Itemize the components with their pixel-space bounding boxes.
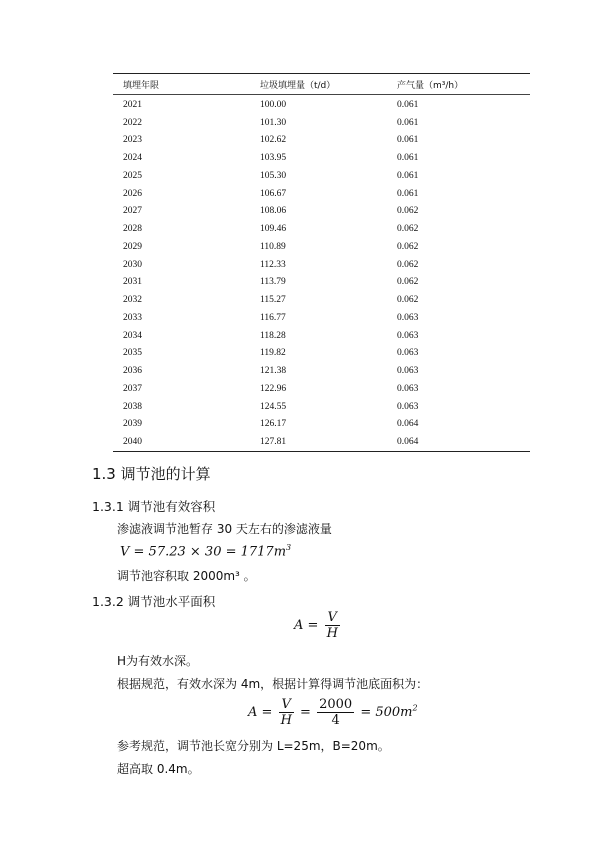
dimensions-text: 参考规范，调节池长宽分别为 L=25m，B=20m。 [117, 739, 390, 753]
table-body [113, 95, 530, 451]
cell-gas-output: 0.062 [397, 277, 419, 288]
area-calc-num-2: 2000 [319, 697, 353, 712]
cell-waste-amount: 116.77 [260, 312, 286, 323]
cell-year: 2033 [123, 312, 142, 323]
area-calc-den-2: 4 [331, 713, 340, 728]
table-row [113, 416, 530, 434]
cell-year: 2026 [123, 188, 142, 199]
volume-equation [120, 543, 291, 559]
table-row [113, 291, 530, 309]
cell-year: 2025 [123, 170, 142, 181]
cell-gas-output: 0.062 [397, 206, 419, 217]
area-formula-denominator: H [326, 626, 338, 641]
volume-choice-text: 调节池容积取 2000m³ 。 [117, 569, 256, 583]
area-calc-fraction-1 [279, 697, 294, 728]
cell-gas-output: 0.063 [397, 312, 419, 323]
cell-waste-amount: 113.79 [260, 277, 286, 288]
cell-year: 2036 [123, 366, 142, 377]
cell-waste-amount: 110.89 [260, 241, 286, 252]
table-row [113, 345, 530, 363]
cell-year: 2022 [123, 117, 142, 128]
cell-gas-output: 0.063 [397, 383, 419, 394]
cell-waste-amount: 108.06 [260, 206, 287, 217]
cell-year: 2029 [123, 241, 142, 252]
cell-waste-amount: 126.17 [260, 419, 287, 430]
table-row [113, 203, 530, 221]
area-calc-equals: = [300, 705, 311, 720]
table-bottom-rule [113, 451, 530, 452]
cell-gas-output: 0.064 [397, 437, 419, 448]
cell-waste-amount: 121.38 [260, 366, 287, 377]
area-calc-num-1: V [279, 697, 294, 713]
cell-gas-output: 0.061 [397, 170, 419, 181]
cell-gas-output: 0.062 [397, 295, 419, 306]
cell-gas-output: 0.064 [397, 419, 419, 430]
cell-waste-amount: 127.81 [260, 437, 287, 448]
area-calc-den-1: H [280, 713, 292, 728]
cell-gas-output: 0.061 [397, 153, 419, 164]
cell-gas-output: 0.062 [397, 241, 419, 252]
cell-year: 2031 [123, 277, 142, 288]
cell-waste-amount: 119.82 [260, 348, 286, 359]
header-gas-output: 产气量（m³/h） [397, 80, 464, 91]
area-calc-fraction-2 [317, 697, 354, 728]
table-row [113, 114, 530, 132]
table-row [113, 220, 530, 238]
cell-waste-amount: 103.95 [260, 153, 287, 164]
cell-gas-output: 0.062 [397, 224, 419, 235]
table-row [113, 185, 530, 203]
table-row [113, 274, 530, 292]
cell-waste-amount: 101.30 [260, 117, 287, 128]
table-row [113, 132, 530, 150]
table-row [113, 167, 530, 185]
cell-year: 2028 [123, 224, 142, 235]
header-waste-amount: 垃圾填埋量（t/d） [260, 80, 336, 91]
cell-gas-output: 0.061 [397, 188, 419, 199]
cell-gas-output: 0.063 [397, 330, 419, 341]
table-row [113, 149, 530, 167]
volume-equation-body: V = 57.23 × 30 = 1717m [120, 544, 287, 560]
cell-waste-amount: 115.27 [260, 295, 286, 306]
cell-year: 2032 [123, 295, 142, 306]
cell-waste-amount: 100.00 [260, 99, 287, 110]
subsection-2-title: 1.3.2 调节池水平面积 [92, 594, 216, 609]
table-row [113, 238, 530, 256]
cell-year: 2034 [123, 330, 142, 341]
cell-gas-output: 0.061 [397, 99, 419, 110]
depth-spec-text: 根据规范，有效水深为 4m，根据计算得调节池底面积为： [117, 677, 429, 691]
cell-year: 2027 [123, 206, 142, 217]
freeboard-text: 超高取 0.4m。 [117, 762, 200, 776]
table-row [113, 256, 530, 274]
cell-waste-amount: 124.55 [260, 401, 287, 412]
cell-year: 2040 [123, 437, 142, 448]
cell-gas-output: 0.063 [397, 366, 419, 377]
cell-gas-output: 0.061 [397, 117, 419, 128]
subsection-1-title: 1.3.1 调节池有效容积 [92, 499, 216, 514]
cell-year: 2023 [123, 135, 142, 146]
cell-year: 2030 [123, 259, 142, 270]
table-row [113, 309, 530, 327]
area-calc-result: = 500m [360, 705, 413, 720]
area-calc-lhs: A = [248, 705, 273, 720]
cell-waste-amount: 109.46 [260, 224, 287, 235]
table-row [113, 380, 530, 398]
depth-definition: H为有效水深。 [117, 654, 199, 668]
table-row [113, 362, 530, 380]
area-calc-exponent: 2 [412, 703, 418, 713]
cell-waste-amount: 122.96 [260, 383, 287, 394]
area-calculation [248, 697, 418, 728]
area-formula-lhs: A = [294, 618, 319, 633]
cell-waste-amount: 105.30 [260, 170, 287, 181]
subsection-1-text: 渗滤液调节池暂存 30 天左右的渗滤液量 [117, 522, 332, 536]
cell-gas-output: 0.062 [397, 259, 419, 270]
area-formula-numerator: V [325, 610, 340, 626]
area-formula [294, 610, 342, 641]
table-row [113, 433, 530, 451]
cell-year: 2035 [123, 348, 142, 359]
section-title: 1.3 调节池的计算 [92, 465, 211, 483]
cell-year: 2038 [123, 401, 142, 412]
cell-year: 2039 [123, 419, 142, 430]
cell-year: 2021 [123, 99, 142, 110]
table-row [113, 398, 530, 416]
table-row [113, 96, 530, 114]
cell-gas-output: 0.063 [397, 348, 419, 359]
table-header-row [113, 74, 530, 94]
cell-gas-output: 0.061 [397, 135, 419, 146]
cell-waste-amount: 102.62 [260, 135, 287, 146]
volume-equation-exponent: 3 [286, 543, 292, 552]
table-row [113, 327, 530, 345]
header-year: 填埋年限 [123, 80, 160, 91]
cell-waste-amount: 118.28 [260, 330, 286, 341]
landfill-gas-table [113, 73, 530, 452]
area-formula-fraction [325, 610, 340, 641]
cell-waste-amount: 112.33 [260, 259, 286, 270]
cell-year: 2037 [123, 383, 142, 394]
cell-gas-output: 0.063 [397, 401, 419, 412]
cell-year: 2024 [123, 153, 142, 164]
cell-waste-amount: 106.67 [260, 188, 287, 199]
